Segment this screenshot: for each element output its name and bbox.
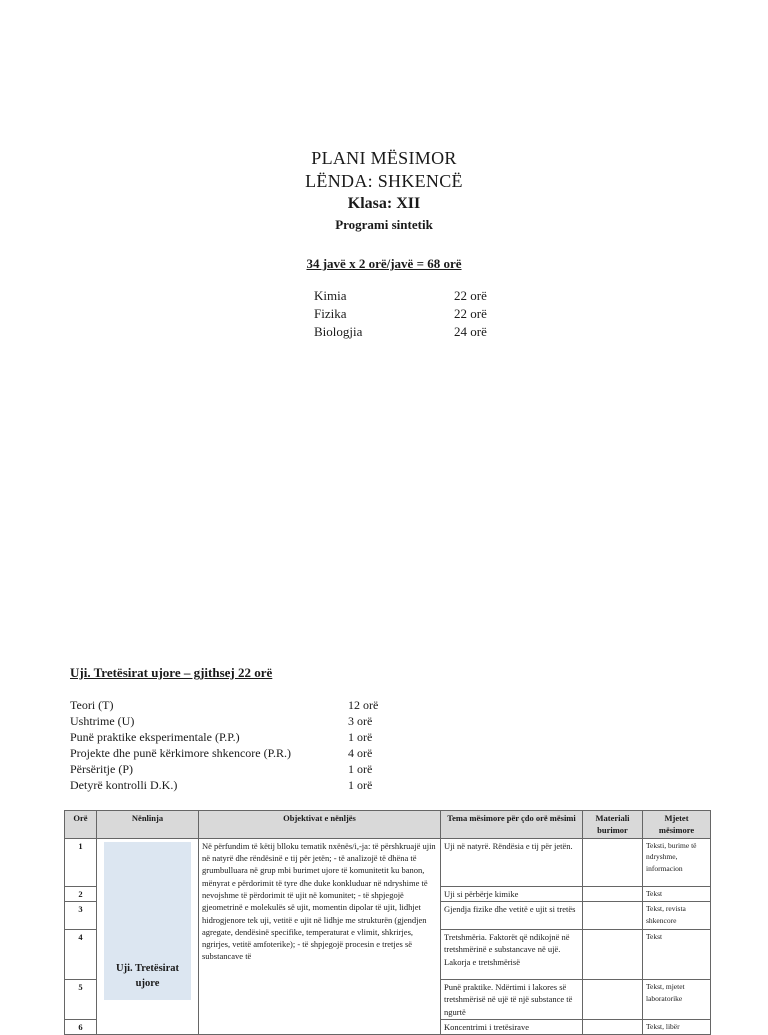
source-material <box>583 901 643 929</box>
lesson-number: 1 <box>65 838 97 886</box>
lesson-plan-table <box>64 810 711 1035</box>
breakdown-hours: 4 orë <box>348 746 373 760</box>
table-header-row <box>65 811 711 839</box>
distribution-hours: 22 orë <box>454 306 487 321</box>
col-header-ore: Orë <box>65 811 97 839</box>
hours-breakdown <box>70 697 378 793</box>
source-material <box>583 929 643 979</box>
breakdown-hours: 12 orë <box>348 698 379 712</box>
distribution-row <box>314 287 487 305</box>
subject-distribution <box>314 287 487 341</box>
distribution-hours: 24 orë <box>454 324 487 339</box>
breakdown-name: Detyrë kontrolli D.K.) <box>70 778 178 792</box>
source-material <box>583 886 643 901</box>
lesson-number: 6 <box>65 1019 97 1034</box>
lesson-number: 3 <box>65 901 97 929</box>
breakdown-row <box>70 745 378 761</box>
breakdown-hours: 3 orë <box>348 714 373 728</box>
subline-label: Uji. Tretësirat ujore <box>104 842 191 1000</box>
distribution-row <box>314 305 487 323</box>
breakdown-row <box>70 713 378 729</box>
teaching-tools: Teksti, burime të ndryshme, informacion <box>643 838 711 886</box>
breakdown-name: Përsëritje (P) <box>70 762 133 776</box>
program-label: Programi sintetik <box>335 217 433 232</box>
source-material <box>583 979 643 1019</box>
col-header-tema: Tema mësimore për çdo orë mësimi <box>441 811 583 839</box>
breakdown-row <box>70 697 378 713</box>
objectives-text: Në përfundim të këtij blloku tematik nxënës/i,-ja: të përshkruajë ujin në natyrë dhe rëndësinë e tij për jetën; - të analizojë të dhëna të grumbulluara në grup mbi burimet ujore të komunitetit ku banon, mënyrat e përdorimit të tyre dhe duke konkluduar në ndryshime të nevojshme të përdorimit të ujit në komunitet; - të shpjegojë gjeometrinë e molekulës së ujit, momentin dipolar të ujit, lidhjet hidrogjenore tek uji, vetitë e ujit në lidhje me strukturën (gjendjen agregate, dendësinë specifike, temperaturat e vlimit, shkrirjes, ngrirjes, vetitë amfoterike); - të shpjegojë procesin e tretjes së substancave të <box>199 838 441 1035</box>
source-material <box>583 1019 643 1034</box>
teaching-tools: Tekst <box>643 886 711 901</box>
lesson-topic: Uji si përbërje kimike <box>441 886 583 901</box>
lesson-topic: Tretshmëria. Faktorët që ndikojnë në tretshmërinë e substancave në ujë. Lakorja e tretshmërisë <box>441 929 583 979</box>
lesson-number: 5 <box>65 979 97 1019</box>
lesson-topic: Uji në natyrë. Rëndësia e tij për jetën. <box>441 838 583 886</box>
breakdown-hours: 1 orë <box>348 778 373 792</box>
subline-cell <box>97 838 199 1035</box>
distribution-hours: 22 orë <box>454 288 487 303</box>
table-row <box>65 838 711 886</box>
breakdown-hours: 1 orë <box>348 762 373 776</box>
class-label: Klasa: XII <box>347 195 421 212</box>
distribution-subject: Kimia <box>314 288 347 303</box>
breakdown-name: Ushtrime (U) <box>70 714 135 728</box>
col-header-objektivat: Objektivat e nënljës <box>199 811 441 839</box>
distribution-row <box>314 323 487 341</box>
lesson-topic: Gjendja fizike dhe vetitë e ujit si tretës <box>441 901 583 929</box>
teaching-tools: Tekst, mjetet laboratorike <box>643 979 711 1019</box>
breakdown-name: Teori (T) <box>70 698 114 712</box>
col-header-nenlinja: Nënlinja <box>97 811 199 839</box>
breakdown-name: Projekte dhe punë kërkimore shkencore (P.R.) <box>70 746 291 760</box>
section-title: Uji. Tretësirat ujore – gjithsej 22 orë <box>70 665 273 680</box>
lesson-number: 4 <box>65 929 97 979</box>
col-header-materiali: Materiali burimor <box>583 811 643 839</box>
lesson-topic: Punë praktike. Ndërtimi i lakores së tretshmërisë në ujë të një substance të ngurtë <box>441 979 583 1019</box>
col-header-mjetet: Mjetet mësimore <box>643 811 711 839</box>
breakdown-row <box>70 761 378 777</box>
lesson-topic: Koncentrimi i tretësirave <box>441 1019 583 1034</box>
subject-title: LËNDA: SHKENCË <box>305 171 463 191</box>
breakdown-name: Punë praktike eksperimentale (P.P.) <box>70 730 240 744</box>
teaching-tools: Tekst, revista shkencore <box>643 901 711 929</box>
source-material <box>583 838 643 886</box>
teaching-tools: Tekst, libër <box>643 1019 711 1034</box>
plan-title: PLANI MËSIMOR <box>311 148 457 168</box>
breakdown-row <box>70 729 378 745</box>
lesson-number: 2 <box>65 886 97 901</box>
breakdown-row <box>70 777 378 793</box>
distribution-subject: Biologjia <box>314 324 363 339</box>
teaching-tools: Tekst <box>643 929 711 979</box>
breakdown-hours: 1 orë <box>348 730 373 744</box>
distribution-subject: Fizika <box>314 306 347 321</box>
total-hours: 34 javë x 2 orë/javë = 68 orë <box>306 256 462 271</box>
